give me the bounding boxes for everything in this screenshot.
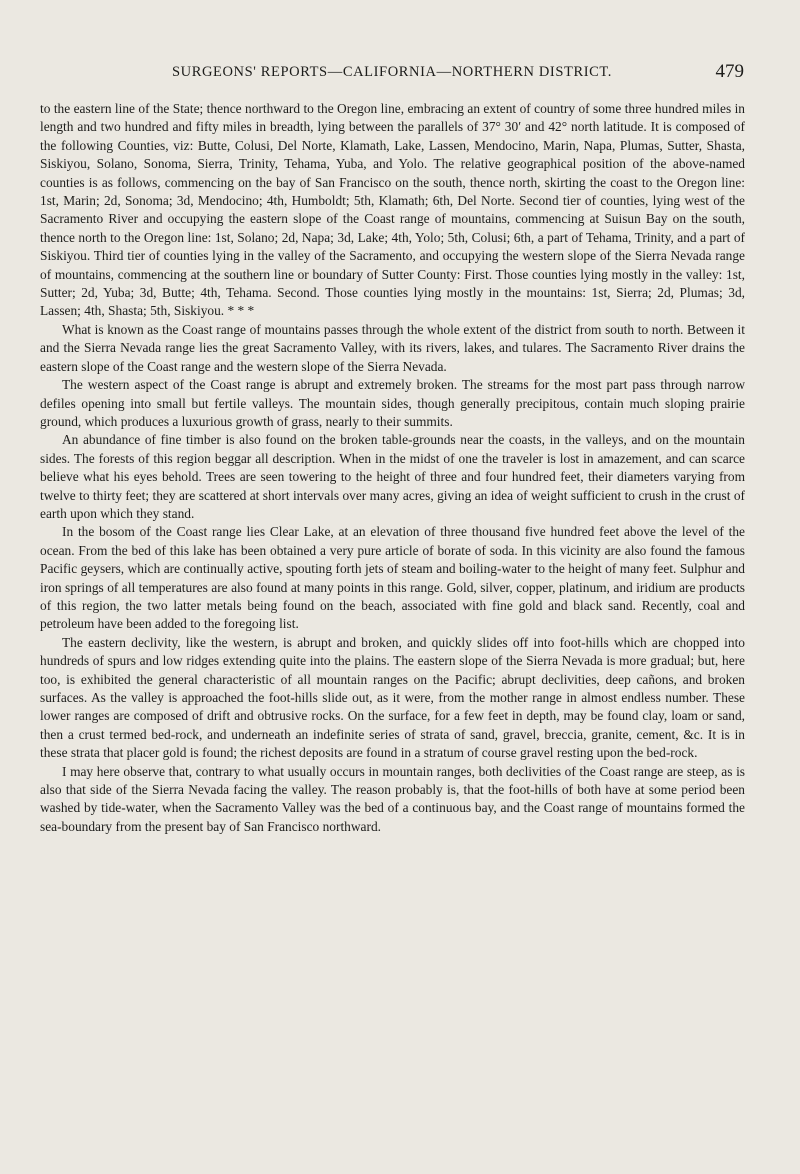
paragraph-3: The western aspect of the Coast range is abrupt and extremely broken. The streams for the most part pass through narrow defiles opening into small but fertile valleys. The mountain sides, though generally precipitous, contain much sloping prairie ground, which produces a luxurious growth of grass, nearly to their summits. — [40, 377, 745, 429]
paragraph-1: to the eastern line of the State; thence northward to the Oregon line, embracing an extent of country of some three hundred miles in length and two hundred and fifty miles in breadth, lying between the parallels of 37° 30′ and 42° north latitude. It is composed of the following Counties, viz: Butte, Colusi, Del Norte, Klamath, Lake, Lassen, Mendocino, Marin, Napa, Plumas, Sutter, Shasta, Siskiyou, Solano, Sonoma, Sierra, Trinity, Tehama, Yuba, and Yolo. The relative geographical position of the above-named counties is as follows, commencing on the bay of San Francisco on the south, thence north, skirting the coast to the Oregon line: 1st, Marin; 2d, Sonoma; 3d, Mendocino; 4th, Humboldt; 5th, Klamath; 6th, Del Norte. Second tier of counties, lying west of the Sacramento River and occupying the eastern slope of the Coast range of mountains, commencing at Suisun Bay on the south, thence north to the Oregon line: 1st, Solano; 2d, Napa; 3d, Lake; 4th, Yolo; 5th, Colusi; 6th, a part of Tehama, Trinity, and a part of Siskiyou. Third tier of counties lying in the valley of the Sacramento, and occupying the western slope of the Sierra Nevada range of mountains, commencing at the southern line or boundary of Sutter County: First. Those counties lying mostly in the valley: 1st, Sutter; 2d, Yuba; 3d, Butte; 4th, Tehama. Second. Those counties lying mostly in the mountains: 1st, Sierra; 2d, Plumas; 3d, Lassen; 4th, Shasta; 5th, Siskiyou. * * * — [40, 101, 745, 319]
body-text — [40, 100, 745, 836]
running-head: SURGEONS' REPORTS—CALIFORNIA—NORTHERN DISTRICT. — [171, 64, 613, 80]
paragraph-2: What is known as the Coast range of mountains passes through the whole extent of the district from south to north. Between it and the Sierra Nevada range lies the great Sacramento Valley, with its rivers, lakes, and tulares. The Sacramento River drains the eastern slope of the Coast range and the western slope of the Sierra Nevada. — [40, 321, 745, 374]
page-number: 479 — [715, 61, 744, 82]
paragraph-6: The eastern declivity, like the western, is abrupt and broken, and quickly slides off into foot-hills which are chopped into hundreds of spurs and low ridges extending quite into the plains. The eastern slope of the Sierra Nevada is more gradual; but, here too, is exhibited the general characteristic of all mountain ranges on the Pacific; abrupt declivities, deep cañons, and broken surfaces. As the valley is approached the foot-hills slide out, as it were, from the mother range in almost endless number. These lower ranges are composed of drift and obtrusive rocks. On the surface, for a few feet in depth, may be found clay, loam or sand, then a crust termed bed-rock, and underneath an indefinite series of strata of sand, gravel, breccia, granite, cement, &c. It is in these strata that placer gold is found; the richest deposits are found in a stratum of course gravel resting upon the bed-rock. — [40, 634, 745, 761]
paragraph-5: In the bosom of the Coast range lies Clear Lake, at an elevation of three thousand five hundred feet above the level of the ocean. From the bed of this lake has been obtained a very pure article of borate of soda. In this vicinity are also found the famous Pacific geysers, which are continually active, spouting forth jets of steam and boiling-water to the height of many feet. Sulphur and iron springs of all temperatures are also found at many points in this range. Gold, silver, copper, platinum, and iridium are products of this region, the two latter metals being found on the beach, associated with fine gold and black sand. Recently, coal and petroleum have been added to the foregoing list. — [40, 524, 745, 632]
page-header — [40, 61, 744, 86]
paragraph-4: An abundance of fine timber is also found on the broken table-grounds near the coasts, in the valleys, and on the mountain sides. The forests of this region beggar all description. When in the midst of one the traveler is lost in amazement, and can scarce believe what his eyes behold. Trees are seen towering to the height of three and four hundred feet, their diameters varying from twelve to thirty feet; they are scattered at short intervals over many acres, giving an idea of weight sufficient to crush in the crust of earth upon which they stand. — [40, 432, 745, 521]
paragraph-7: I may here observe that, contrary to what usually occurs in mountain ranges, both declivities of the Coast range are steep, as is also that side of the Sierra Nevada facing the valley. The reason probably is, that the foot-hills of both have at some period been washed by tide-water, when the Sacramento Valley was the bed of a continuous bay, and the Coast range of mountains formed the sea-boundary from the present bay of San Francisco northward. — [40, 763, 745, 834]
